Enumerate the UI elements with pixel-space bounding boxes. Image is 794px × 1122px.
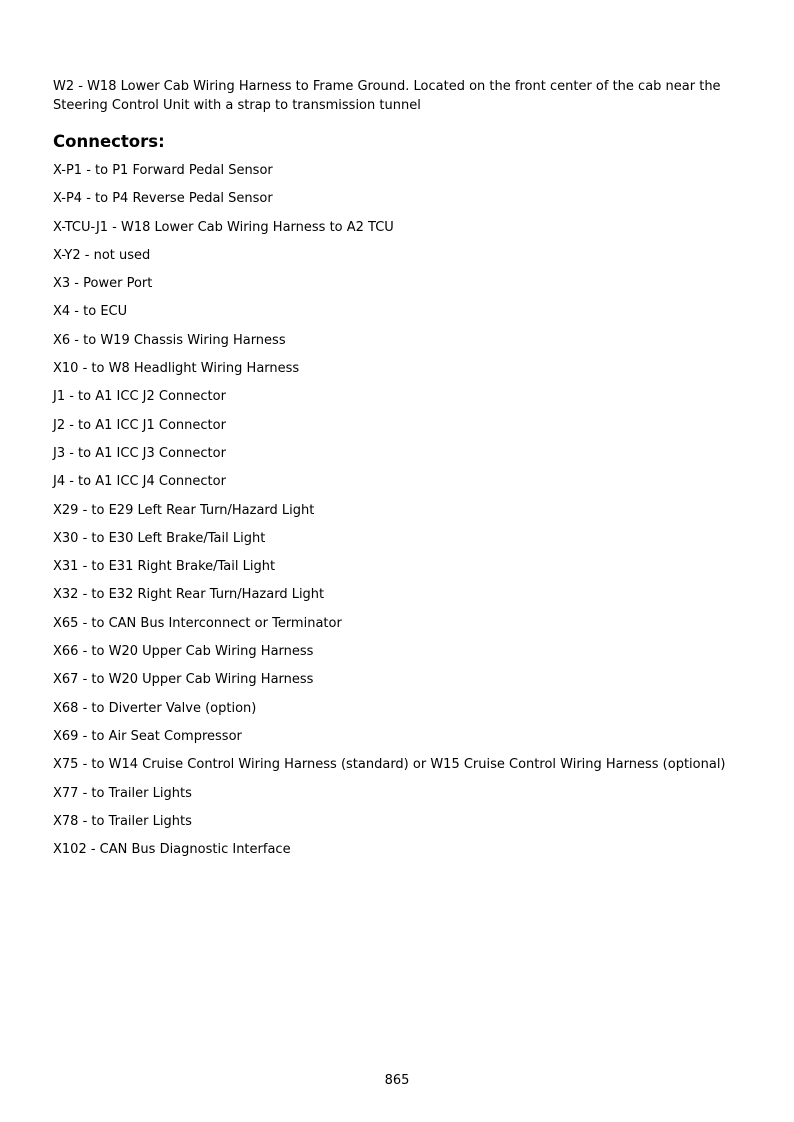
connector-list [53,160,726,867]
page-number: 865 [384,1073,410,1088]
connector-item: X65 - to CAN Bus Interconnect or Terminator [53,615,342,631]
connector-item: J1 - to A1 ICC J2 Connector [53,389,226,405]
connector-item: J4 - to A1 ICC J4 Connector [53,474,226,490]
connector-item: X-P1 - to P1 Forward Pedal Sensor [53,163,273,178]
connector-item: X66 - to W20 Upper Cab Wiring Harness [53,644,314,660]
connector-item: X77 - to Trailer Lights [53,785,192,801]
connector-item: X6 - to W19 Chassis Wiring Harness [53,332,286,348]
connector-item: J3 - to A1 ICC J3 Connector [53,445,226,461]
connector-item: X29 - to E29 Left Rear Turn/Hazard Light [53,502,315,518]
connector-item: X75 - to W14 Cruise Control Wiring Harness (standard) or W15 Cruise Control Wiring Harness (optional) [53,757,726,773]
connector-item: X30 - to E30 Left Brake/Tail Light [53,530,266,546]
intro-paragraph: W2 - W18 Lower Cab Wiring Harness to Frame Ground. Located on the front center of the cab near the Steering Control Unit with a strap to transmission tunnel [53,79,721,113]
connector-item: X32 - to E32 Right Rear Turn/Hazard Light [53,587,325,603]
connector-item: X102 - CAN Bus Diagnostic Interface [53,842,291,858]
connector-item: X-P4 - to P4 Reverse Pedal Sensor [53,191,273,207]
connector-item: J2 - to A1 ICC J1 Connector [53,417,226,433]
connector-item: X-TCU-J1 - W18 Lower Cab Wiring Harness to A2 TCU [53,219,394,235]
connector-item: X69 - to Air Seat Compressor [53,728,242,744]
connector-item: X3 - Power Port [53,276,153,292]
connector-item: X10 - to W8 Headlight Wiring Harness [53,361,300,377]
connector-item: X68 - to Diverter Valve (option) [53,700,257,716]
connector-item: X78 - to Trailer Lights [53,813,192,829]
connector-item: X67 - to W20 Upper Cab Wiring Harness [53,672,314,688]
connector-item: X-Y2 - not used [53,247,151,263]
connector-item: X4 - to ECU [53,304,128,320]
connector-item: X31 - to E31 Right Brake/Tail Light [53,559,276,575]
connectors-heading: Connectors: [53,132,165,151]
